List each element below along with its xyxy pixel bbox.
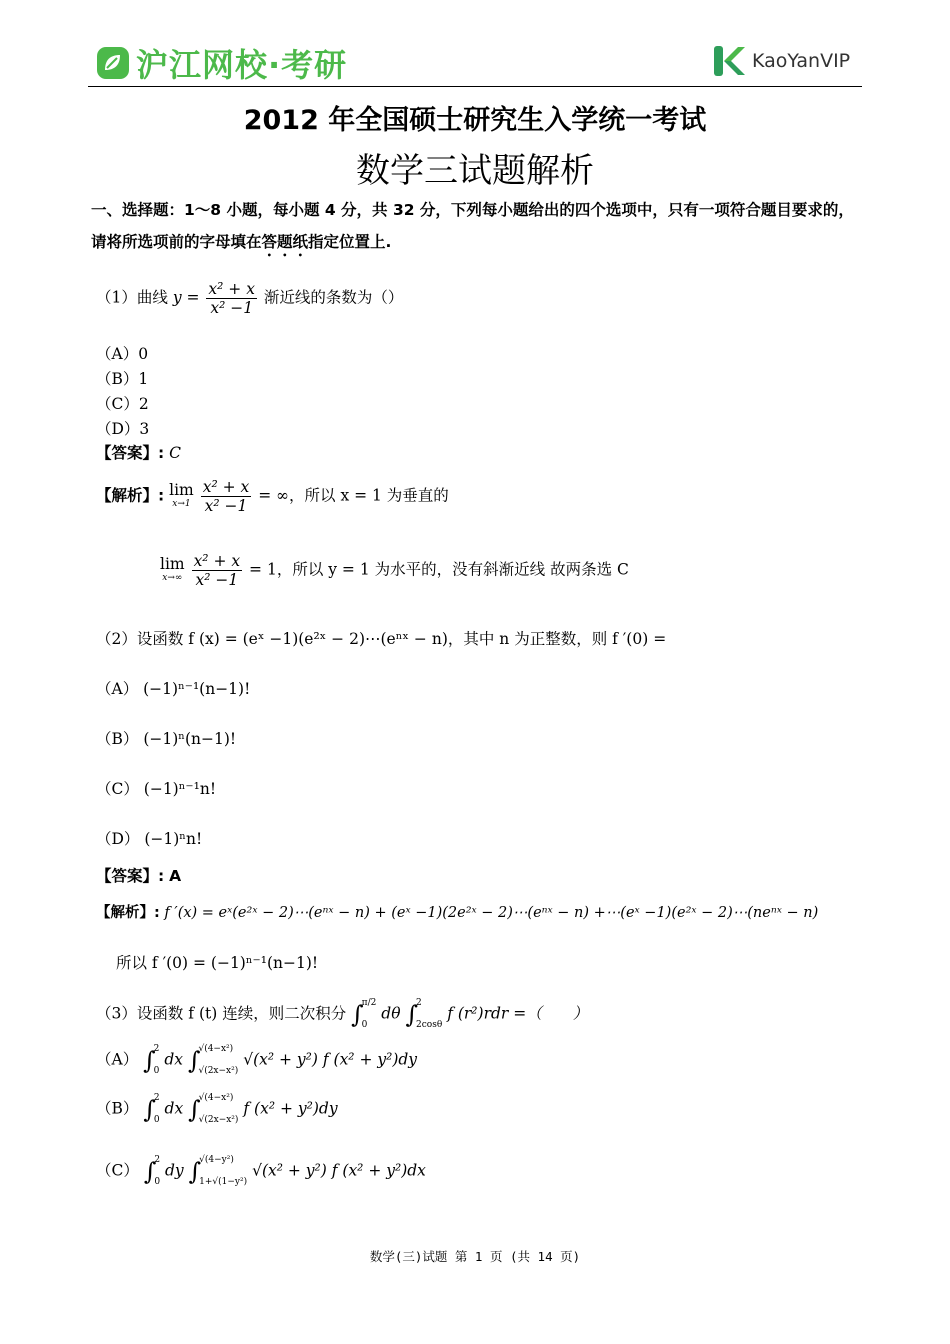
q1-analysis-line1 [96,478,449,515]
differential: dx [164,1050,183,1069]
inner-limits [199,1155,247,1188]
lim-subscript: x→1 [172,498,191,509]
inner-lower: 2cosθ [416,1020,443,1030]
q1-denominator: x² −1 [210,299,254,317]
kaoyanvip-logo [712,44,850,78]
limit-lower: √(2x−x²) [198,1066,239,1076]
header-rule [88,86,862,87]
lim1-result: = ∞，所以 x = 1 为垂直的 [258,486,449,505]
limit-lower: 1+√(1−y²) [199,1177,248,1187]
limit-upper: 2 [154,1155,161,1165]
integral-icon: ∫ [143,1157,157,1186]
outer-limits [362,998,377,1031]
q1-option-c: （C）2 [96,395,149,413]
exam-title: 2012 年全国硕士研究生入学统一考试 [243,105,707,136]
option-label: （A） [96,1050,139,1069]
q1-denominator: x² −1 [195,571,239,589]
q2-derivative: f ′(x) = eˣ(e²ˣ − 2)⋯(eⁿˣ − n) + (eˣ −1)(2e²ˣ − 2)⋯(eⁿˣ − n) +⋯(eˣ −1)(e²ˣ − 2)⋯(neⁿˣ − n) [164,905,819,921]
q1-fraction [206,280,257,317]
q1-numerator: x² + x [208,280,255,298]
analysis-label: 【解析】: [96,905,160,921]
integral-icon: ∫ [188,1157,202,1186]
q3-option-a [96,1044,417,1077]
analysis-label: 【解析】: [96,486,165,505]
limit-upper: 2 [153,1093,160,1103]
question-3 [96,998,588,1031]
answer-value: C [169,444,182,462]
q1-option-b: （B）1 [96,370,149,388]
integral-icon: ∫ [143,1046,156,1075]
limit-lower: 0 [153,1066,160,1076]
integrand: f (x² + y²)dy [243,1099,338,1118]
dtheta: dθ [381,1004,401,1023]
instructions-emphasis: 答题纸 [261,233,309,251]
kaoyanvip-logo-text: KaoYanVIP [752,50,851,72]
page-footer: 数学(三)试题 第 1 页 (共 14 页) [369,1249,581,1264]
hujiang-logo [96,40,347,86]
q2-option-a: （A） (−1)ⁿ⁻¹(n−1)! [96,680,251,698]
limit-operator [169,480,194,511]
differential: dy [165,1161,184,1180]
lim2-result: = 1，所以 y = 1 为水平的，没有斜渐近线 故两条选 C [249,560,629,579]
limit-operator [160,554,185,585]
question-2: （2）设函数 f (x) = (eˣ −1)(e²ˣ − 2)⋯(eⁿˣ − n)，其中 n 为正整数，则 f ′(0) = [96,630,667,648]
lim-subscript: x→∞ [162,572,183,583]
q3-option-b [96,1093,338,1126]
q2-analysis [96,901,818,922]
outer-upper: π/2 [361,998,377,1008]
limit-upper: √(4−y²) [199,1155,234,1165]
lim-word: lim [169,480,194,499]
answer-label: 【答案】: [96,867,165,885]
differential: dx [164,1099,184,1118]
k-logo-icon [712,44,746,78]
q1-lhs: y = [172,288,200,307]
integrand: √(x² + y²) f (x² + y²)dy [243,1050,418,1069]
inner-upper: 2 [416,998,422,1008]
q1-fraction-3 [192,552,243,589]
q3-integrand: f (r²)rdr =（ ） [447,1004,589,1023]
outer-limits [154,1093,160,1126]
q1-numerator: x² + x [202,478,250,496]
integral-icon: ∫ [143,1095,156,1124]
inner-limits [416,998,442,1031]
q2-option-d: （D） (−1)ⁿn! [96,830,203,848]
option-label: （B） [96,1099,139,1118]
q1-option-d: （D）3 [96,420,150,438]
inner-limits [198,1044,238,1077]
inner-limits [199,1093,239,1126]
integral-icon: ∫ [188,1095,201,1124]
integral-icon: ∫ [405,1000,419,1029]
q1-fraction-2 [201,478,252,515]
instructions-text-end: 指定位置上. [308,233,392,251]
answer-label: 【答案】: [96,444,165,462]
leaf-logo-icon [96,46,130,80]
q3-prefix: （3）设函数 f (t) 连续，则二次积分 [96,1004,347,1023]
integrand: √(x² + y²) f (x² + y²)dx [252,1161,426,1180]
q1-denominator: x² −1 [204,497,248,515]
limit-upper: √(4−x²) [198,1044,234,1054]
exam-subtitle: 数学三试题解析 [356,151,594,191]
limit-upper: 2 [153,1044,160,1054]
q1-analysis-line2 [160,552,629,589]
q1-option-a: （A）0 [96,345,149,363]
q2-option-b: （B） (−1)ⁿ(n−1)! [96,730,237,748]
limit-lower: 0 [153,1115,160,1125]
option-label: （C） [96,1161,139,1180]
q2-answer [96,864,181,886]
limit-lower: √(2x−x²) [198,1115,239,1125]
outer-lower: 0 [361,1020,368,1030]
instructions-text: 一、选择题：1～8 小题，每小题 4 分，共 32 分，下列每小题给出的四个选项中，只有一项符合题目要求的，请将所选项前的字母填在 [91,201,854,251]
q1-answer [96,441,181,463]
q1-prefix: （1）曲线 [96,288,168,307]
limit-lower: 0 [154,1177,161,1187]
q1-numerator: x² + x [193,552,241,570]
section-instructions [91,194,861,260]
q2-option-c: （C） (−1)ⁿ⁻¹n! [96,780,217,798]
question-1 [96,280,403,317]
answer-value: A [169,867,182,885]
q2-conclusion: 所以 f ′(0) = (−1)ⁿ⁻¹(n−1)! [116,954,319,972]
outer-limits [154,1155,160,1188]
q3-option-c [96,1155,426,1188]
outer-limits [154,1044,160,1077]
limit-upper: √(4−x²) [198,1093,234,1103]
lim-word: lim [160,554,185,573]
q1-suffix: 渐近线的条数为（） [263,288,404,307]
hujiang-logo-text: 沪江网校·考研 [136,46,348,84]
integral-icon: ∫ [187,1046,201,1075]
integral-icon: ∫ [351,1000,364,1029]
